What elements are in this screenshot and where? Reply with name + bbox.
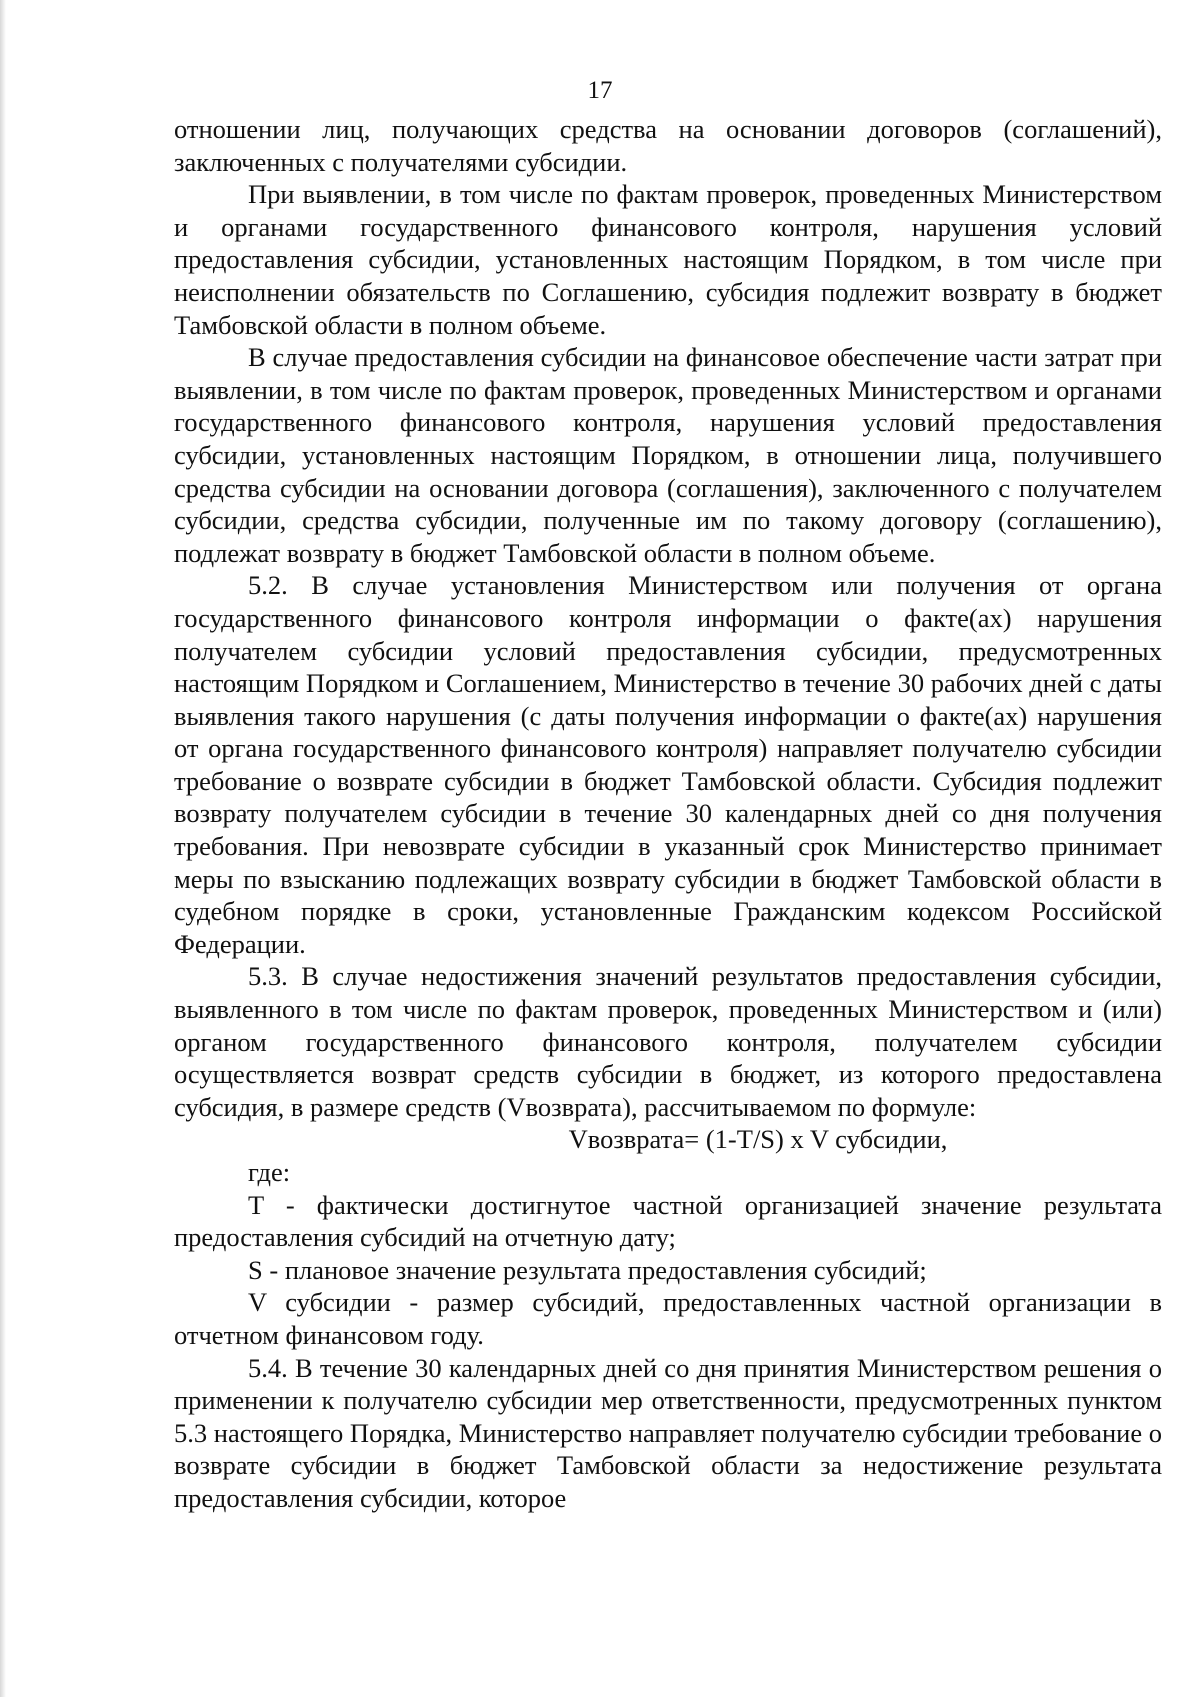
page-number: 17 — [587, 77, 613, 104]
paragraph-5-3: 5.3. В случае недостижения значений результатов предоставления субсидии, выявленного в том числе по фактам проверок, проведенных Министерством и (или) органом государственного финансового контроля, получателем субсидии осуществляется возврат средств субсидии в бюджет, из которого предоставлена субсидия, в размере средств (Vвозврата), рассчитываемом по формуле: — [174, 961, 1162, 1122]
paragraph-violation-return: При выявлении, в том числе по фактам проверок, проведенных Министерством и органами государственного финансового контроля, нарушения условий предоставления субсидии, установленных настоящим Порядком, в том числе при неисполнении обязательств по Соглашению, субсидия подлежит возврату в бюджет Тамбовской области в полном объеме. — [174, 179, 1162, 340]
paragraph-cost-coverage: В случае предоставления субсидии на финансовое обеспечение части затрат при выявлении, в том числе по фактам проверок, проведенных Министерством и органами государственного финансового контроля, нарушения условий предоставления субсидии, установленных настоящим Порядком, в отношении лица, получившего средства субсидии на основании договора (соглашения), заключенного с получателем субсидии, средства субсидии, полученные им по такому договору (соглашению), подлежат возврату в бюджет Тамбовской области в полном объеме. — [174, 342, 1162, 568]
definition-v: V субсидии - размер субсидий, предоставленных частной организации в отчетном финансовом году. — [174, 1287, 1162, 1350]
definition-t: T - фактически достигнутое частной организацией значение результата предоставления субсидий на отчетную дату; — [174, 1189, 1162, 1253]
paragraph-continuation: отношении лиц, получающих средства на основании договоров (соглашений), заключенных с получателями субсидии. — [174, 114, 1162, 177]
definition-s: S - плановое значение результата предоставления субсидий; — [248, 1254, 927, 1285]
formula-where: где: — [248, 1157, 291, 1187]
formula: Vвозврата= (1-T/S) x V субсидии, — [568, 1124, 948, 1155]
paragraph-5-2: 5.2. В случае установления Министерством или получения от органа государственного финансового контроля информации о факте(ах) нарушения получателем субсидии условий предоставления субсидии, предусмотренных настоящим Порядком и Соглашением, Министерство в течение 30 рабочих дней с даты выявления такого нарушения (с даты получения информации о факте(ах) нарушения от органа государственного финансового контроля) направляет получателю субсидии требование о возврате субсидии в бюджет Тамбовской области. Субсидия подлежит возврату получателем субсидии в течение 30 календарных дней со дня получения требования. При невозврате субсидии в указанный срок Министерство принимает меры по взысканию подлежащих возврату субсидии в бюджет Тамбовской области в судебном порядке в сроки, установленные Гражданским кодексом Российской Федерации. — [174, 570, 1162, 959]
scan-edge — [0, 0, 6, 1697]
document-body — [174, 113, 1162, 1515]
paragraph-5-4: 5.4. В течение 30 календарных дней со дня принятия Министерством решения о применении к получателю субсидии мер ответственности, предусмотренных пунктом 5.3 настоящего Порядка, Министерство направляет получателю субсидии требование о возврате субсидии в бюджет Тамбовской области за недостижение результата предоставления субсидии, которое — [174, 1352, 1162, 1513]
